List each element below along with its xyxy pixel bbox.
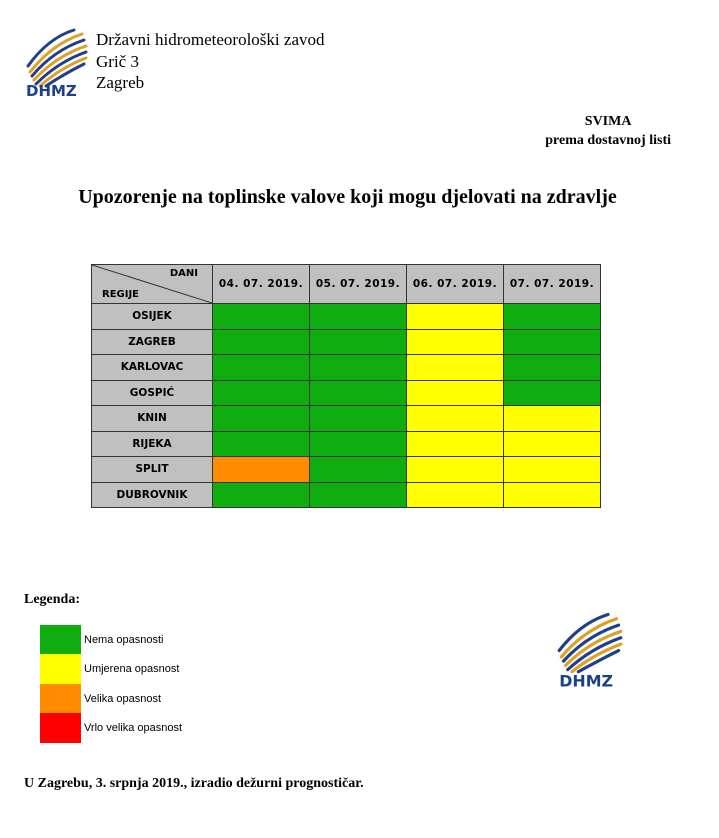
region-cell: KARLOVAC: [92, 355, 213, 381]
warning-level-cell: [310, 329, 407, 355]
legend-swatch: [40, 684, 81, 714]
table-row: [92, 457, 601, 483]
warning-level-cell: [310, 406, 407, 432]
legend-label: Vrlo velika opasnost: [84, 722, 183, 735]
warning-level-cell: [504, 304, 601, 330]
date-header: 04. 07. 2019.: [213, 265, 310, 304]
legend-label: Nema opasnosti: [84, 633, 164, 646]
warning-level-cell: [407, 355, 504, 381]
warning-level-cell: [213, 355, 310, 381]
table-row: [92, 431, 601, 457]
warning-level-cell: [213, 482, 310, 508]
region-cell: KNIN: [92, 406, 213, 432]
warning-level-cell: [213, 304, 310, 330]
warning-level-cell: [213, 431, 310, 457]
recipient-line2: prema dostavnoj listi: [545, 133, 671, 148]
warning-level-cell: [504, 406, 601, 432]
table-row: [92, 380, 601, 406]
recipient-block: [545, 112, 671, 150]
date-header: 05. 07. 2019.: [310, 265, 407, 304]
organization-address: [96, 29, 325, 94]
warning-level-cell: [310, 304, 407, 330]
footer-signature: U Zagrebu, 3. srpnja 2019., izradio dežurni prognostičar.: [24, 776, 364, 791]
logo-text: DHMZ: [559, 671, 614, 690]
warning-level-cell: [310, 380, 407, 406]
warning-level-cell: [310, 457, 407, 483]
legend-item: [40, 625, 182, 655]
org-city: Zagreb: [96, 73, 145, 92]
date-header: 06. 07. 2019.: [407, 265, 504, 304]
dhmz-logo-icon: [555, 610, 625, 690]
legend-label: Umjerena opasnost: [84, 663, 180, 676]
warning-level-cell: [504, 329, 601, 355]
table-row: [92, 406, 601, 432]
table-row: [92, 329, 601, 355]
legend-swatch: [40, 625, 81, 655]
dhmz-logo: [24, 24, 90, 99]
warning-level-cell: [504, 457, 601, 483]
warning-level-cell: [407, 304, 504, 330]
document-title: Upozorenje na toplinske valove koji mogu djelovati na zdravlje: [78, 186, 617, 208]
corner-days-label: DANI: [169, 268, 198, 279]
warning-level-cell: [504, 431, 601, 457]
legend-item: [40, 714, 182, 744]
warning-level-cell: [407, 431, 504, 457]
corner-cell: [92, 265, 213, 304]
region-cell: GOSPIĆ: [92, 380, 213, 406]
warning-level-cell: [504, 355, 601, 381]
logo-text: DHMZ: [26, 82, 77, 99]
warning-level-cell: [213, 457, 310, 483]
warning-level-cell: [310, 431, 407, 457]
legend-swatch: [40, 654, 81, 684]
warning-level-cell: [504, 482, 601, 508]
table-header-row: [92, 265, 601, 304]
date-header: 07. 07. 2019.: [504, 265, 601, 304]
warning-level-cell: [310, 482, 407, 508]
warning-level-cell: [407, 457, 504, 483]
warning-level-cell: [407, 380, 504, 406]
dhmz-logo-secondary: [555, 610, 625, 690]
region-cell: OSIJEK: [92, 304, 213, 330]
table-row: [92, 482, 601, 508]
warning-level-cell: [213, 380, 310, 406]
legend-swatch: [40, 713, 81, 743]
legend: [40, 625, 182, 743]
warning-level-cell: [407, 482, 504, 508]
warning-level-cell: [213, 406, 310, 432]
corner-regions-label: REGIJE: [102, 289, 140, 300]
region-cell: SPLIT: [92, 457, 213, 483]
warning-table: [91, 264, 601, 508]
legend-title: Legenda:: [24, 592, 80, 607]
legend-item: [40, 684, 182, 714]
recipient-line1: SVIMA: [584, 114, 632, 129]
warning-level-cell: [407, 329, 504, 355]
region-cell: DUBROVNIK: [92, 482, 213, 508]
org-street: Grič 3: [96, 51, 139, 71]
org-name: Državni hidrometeorološki zavod: [96, 30, 325, 49]
warning-level-cell: [310, 355, 407, 381]
warning-level-cell: [504, 380, 601, 406]
warning-level-cell: [213, 329, 310, 355]
warning-level-cell: [407, 406, 504, 432]
table-row: [92, 304, 601, 330]
dhmz-logo-icon: [24, 24, 90, 99]
legend-item: [40, 655, 182, 685]
legend-label: Velika opasnost: [84, 692, 162, 705]
region-cell: RIJEKA: [92, 431, 213, 457]
table-row: [92, 355, 601, 381]
region-cell: ZAGREB: [92, 329, 213, 355]
